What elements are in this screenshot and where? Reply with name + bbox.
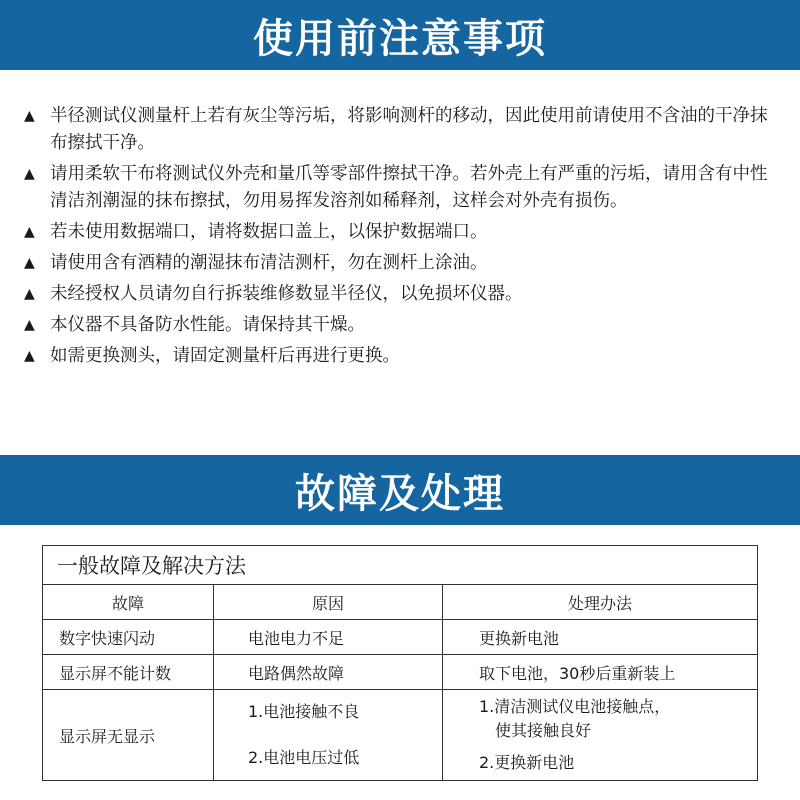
list-item <box>24 161 784 215</box>
precautions-list <box>24 103 784 374</box>
cause-line: 2.电池电压过低 <box>248 748 360 767</box>
list-item <box>24 281 784 308</box>
triangle-bullet-icon: ▲ <box>24 108 35 124</box>
list-item-text: 未经授权人员请勿自行拆装维修数显半径仪，以免损坏仪器。 <box>50 284 523 304</box>
table-row <box>43 690 758 781</box>
solution-line: 1.清洁测试仪电池接触点， <box>479 697 671 716</box>
header-fault: 故障 <box>43 585 214 620</box>
section-title-troubleshooting: 故障及处理 <box>295 470 505 517</box>
list-item <box>24 312 784 339</box>
list-item-text: 半径测试仪测量杆上若有灰尘等污垢，将影响测杆的移动，因此使用前请使用不含油的干净抹布擦拭干净。 <box>50 106 768 153</box>
triangle-bullet-icon: ▲ <box>24 224 35 240</box>
troubleshooting-table <box>42 545 758 781</box>
triangle-bullet-icon: ▲ <box>24 255 35 271</box>
table-row <box>43 620 758 655</box>
list-item <box>24 250 784 277</box>
cause-cell: 电池电力不足 <box>214 620 443 655</box>
list-item-text: 若未使用数据端口，请将数据口盖上，以保护数据端口。 <box>50 222 488 242</box>
list-item-text: 请用柔软干布将测试仪外壳和量爪等零部件擦拭干净。若外壳上有严重的污垢，请用含有中性清洁剂潮湿的抹布擦拭，勿用易挥发溶剂如稀释剂，这样会对外壳有损伤。 <box>50 164 768 211</box>
section-title-precautions: 使用前注意事项 <box>253 15 547 62</box>
cause-cell: 电路偶然故障 <box>214 655 443 690</box>
triangle-bullet-icon: ▲ <box>24 286 35 302</box>
cause-line: 1.电池接触不良 <box>248 702 360 721</box>
list-item <box>24 103 784 157</box>
list-item-text: 请使用含有酒精的潮湿抹布清洁测杆，勿在测杆上涂油。 <box>50 253 488 273</box>
solution-cell <box>443 690 758 781</box>
table-row <box>43 655 758 690</box>
solution-line: 使其接触良好 <box>495 721 592 740</box>
list-item <box>24 219 784 246</box>
triangle-bullet-icon: ▲ <box>24 166 35 182</box>
cause-cell <box>214 690 443 781</box>
fault-cell: 显示屏不能计数 <box>43 655 214 690</box>
solution-cell: 更换新电池 <box>443 620 758 655</box>
solution-cell: 取下电池，30秒后重新装上 <box>443 655 758 690</box>
triangle-bullet-icon: ▲ <box>24 317 35 333</box>
solution-line: 2.更换新电池 <box>479 753 575 772</box>
section-banner-troubleshooting <box>0 455 800 525</box>
fault-cell: 数字快速闪动 <box>43 620 214 655</box>
table-caption: 一般故障及解决方法 <box>43 546 758 585</box>
header-solution: 处理办法 <box>443 585 758 620</box>
list-item-text: 本仪器不具备防水性能。请保持其干燥。 <box>50 315 365 335</box>
triangle-bullet-icon: ▲ <box>24 348 35 364</box>
fault-cell: 显示屏无显示 <box>43 690 214 781</box>
table-header-row <box>43 585 758 620</box>
list-item-text: 如需更换测头，请固定测量杆后再进行更换。 <box>50 346 400 366</box>
section-banner-precautions <box>0 0 800 70</box>
list-item <box>24 343 784 370</box>
header-cause: 原因 <box>214 585 443 620</box>
